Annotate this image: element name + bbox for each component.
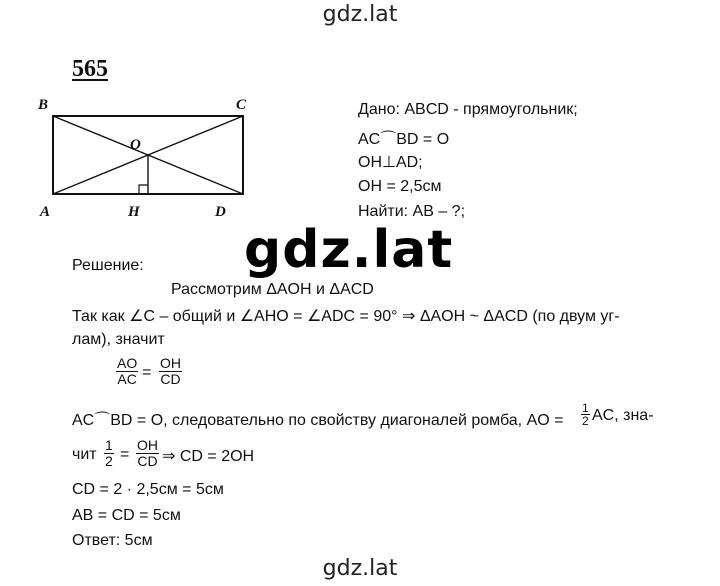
oh-cd-fraction [136, 438, 159, 469]
half-denominator: 2 [582, 414, 589, 428]
ratio-left-denominator: AC [117, 371, 137, 387]
watermark-middle: gdz.lat [244, 220, 454, 280]
solution-line-1: Так как ∠C – общий и ∠AHO = ∠ADC = 90° ⇒ ΔAOH ~ ΔACD (по двум уг- [72, 308, 620, 325]
label-h: H [128, 204, 140, 220]
given-line-3: OH⊥AD; [358, 154, 423, 171]
solution-line-2: лам), значит [72, 331, 165, 348]
watermark-top: gdz.lat [322, 2, 398, 27]
cd-denominator: CD [137, 453, 158, 469]
problem-number: 565 [72, 56, 108, 82]
label-b: B [38, 97, 49, 113]
line-4-equals: = [120, 446, 130, 463]
given-line-4: OH = 2,5см [358, 178, 442, 195]
ratio-right-numerator: OH [160, 355, 181, 371]
watermark-bottom: gdz.lat [322, 556, 398, 581]
solution-line-4-prefix: чит [72, 446, 97, 463]
solution-consider: Рассмотрим ΔAOH и ΔACD [171, 281, 374, 298]
rectangle-figure [36, 92, 256, 222]
label-d: D [215, 204, 226, 220]
half-numerator-2: 1 [105, 437, 113, 453]
half-fraction [581, 402, 590, 427]
half-numerator: 1 [582, 401, 589, 415]
ratio-right-fraction [159, 356, 182, 387]
label-o: O [130, 137, 141, 153]
ratio-right-denominator: CD [160, 371, 181, 387]
ratio-left-fraction [116, 356, 138, 387]
oh-numerator: OH [137, 437, 158, 453]
solution-line-6: AB = CD = 5см [72, 507, 181, 524]
ratio-left-numerator: AO [117, 355, 138, 371]
given-line-2: AC⌒BD = O [358, 131, 450, 148]
solution-line-4-end: ⇒ CD = 2OH [162, 448, 255, 465]
solution-heading: Решение: [72, 257, 144, 274]
answer: Ответ: 5см [72, 532, 153, 549]
ratio-equals: = [142, 364, 152, 381]
given-line-5: Найти: AB – ?; [358, 203, 466, 220]
label-c: C [236, 97, 247, 113]
solution-line-3-end: AC, зна- [592, 407, 654, 424]
label-a: A [40, 204, 51, 220]
half-denominator-2: 2 [105, 453, 113, 469]
given-line-1: Дано: ABCD - прямоугольник; [358, 101, 578, 118]
solution-line-5: CD = 2 · 2,5см = 5см [72, 481, 224, 498]
half-fraction-2 [104, 438, 114, 469]
solution-line-3-start: AC⌒BD = O, следовательно по свойству диагоналей ромба, AO = [72, 412, 564, 429]
